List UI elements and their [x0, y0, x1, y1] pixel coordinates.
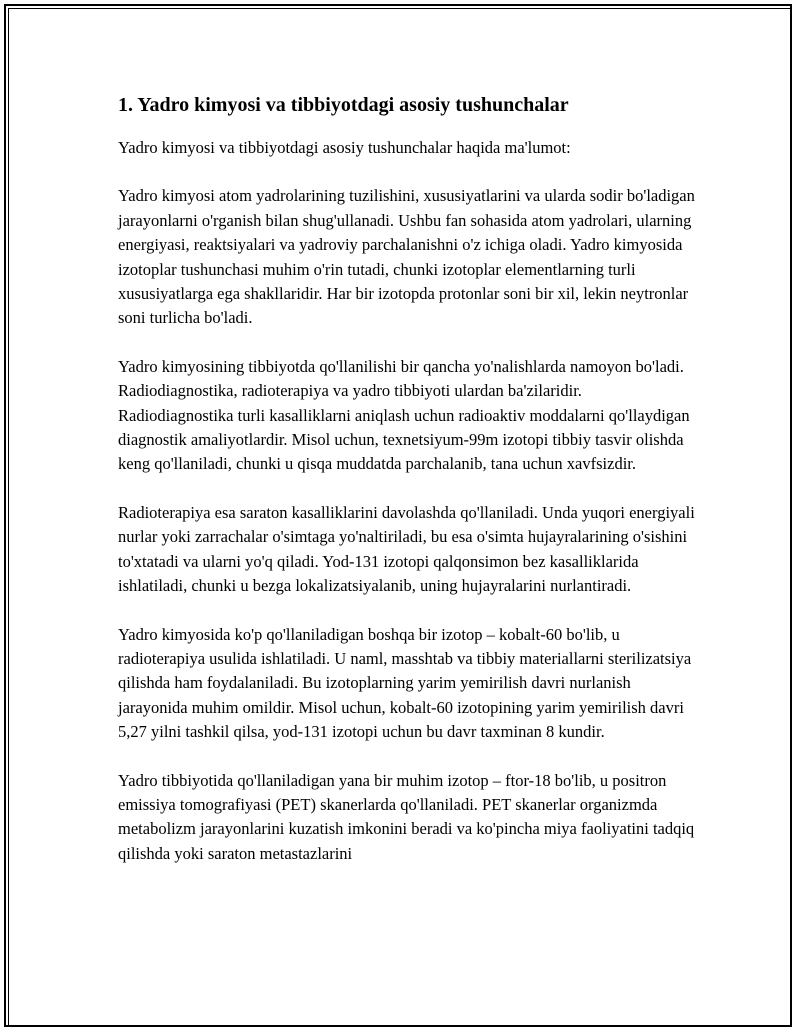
paragraph-2: Yadro kimyosining tibbiyotda qo'llanilishi bir qancha yo'nalishlarda namoyon bo'ladi. Radiodiagnostika, radioterapiya va yadro tibbiyoti ulardan ba'zilaridir. Radiodiagnostika turli kasalliklarni aniqlash uchun radioaktiv moddalarni qo'llaydigan diagnostik amaliyotlardir. Misol uchun, texnetsiyum-99m izotopi tibbiy tasvir olishda keng qo'llaniladi, chunki u qisqa muddatda parchalanib, tana uchun xavfsizdir. [118, 356, 690, 474]
paragraph-4: Yadro kimyosida ko'p qo'llaniladigan boshqa bir izotop – kobalt-60 bo'lib, u radioterapiya usulida ishlatiladi. U naml, masshtab va tibbiy materiallarni sterilizatsiya qilishda ham foydalaniladi. Bu izotoplarning yarim yemirilish davri nurlanish jarayonida muhim omildir. Misol uchun, kobalt-60 izotopining yarim yemirilish davri 5,27 yilni tashkil qilsa, yod-131 izotopi uchun bu davr taxminan 8 kundir. [118, 624, 692, 742]
document-title: 1. Yadro kimyosi va tibbiyotdagi asosiy tushunchalar [118, 94, 569, 116]
paragraph-3: Radioterapiya esa saraton kasalliklarini davolashda qo'llaniladi. Unda yuqori energiyali nurlar yoki zarrachalar o'simtaga yo'naltiriladi, bu esa o'simta hujayralarining o'sishini to'xtatadi va ularni yo'q qiladi. Yod-131 izotopi qalqonsimon bez kasalliklarida ishlatiladi, chunki u bezga lokalizatsiyalanib, uning hujayralarini nurlantiradi. [118, 502, 695, 596]
paragraph-1: Yadro kimyosi atom yadrolarining tuzilishini, xususiyatlarini va ularda sodir bo'ladigan jarayonlarni o'rganish bilan shug'ullanadi. Ushbu fan sohasida atom yadrolari, ularning energiyasi, reaktsiyalari va yadroviy parchalanishni o'z ichiga oladi. Yadro kimyosida izotoplar tushunchasi muhim o'rin tutadi, chunki izotoplar elementlarning turli xususiyatlarga ega shakllaridir. Har bir izotopda protonlar soni bir xil, lekin neytronlar soni turlicha bo'ladi. [118, 186, 695, 328]
intro-paragraph: Yadro kimyosi va tibbiyotdagi asosiy tushunchalar haqida ma'lumot: [118, 138, 571, 157]
document-body [118, 92, 698, 890]
paragraph-5: Yadro tibbiyotida qo'llaniladigan yana bir muhim izotop – ftor-18 bo'lib, u positron emissiya tomografiyasi (PET) skanerlarda qo'llaniladi. PET skanerlar organizmda metabolizm jarayonlarini kuzatish imkonini beradi va ko'pincha miya faoliyatini tadqiq qilishda yoki saraton metastazlarini [118, 770, 695, 863]
